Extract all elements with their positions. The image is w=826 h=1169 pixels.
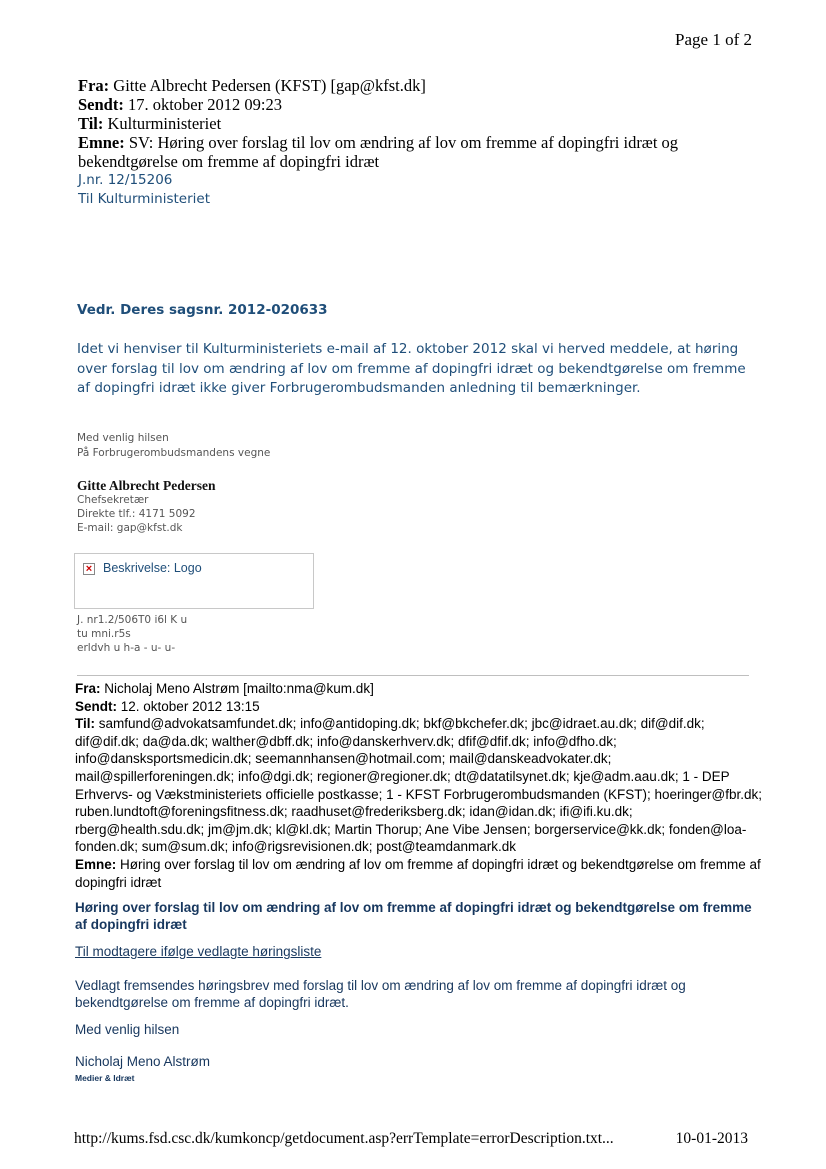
sent-label: Sendt: (75, 698, 117, 714)
original-body: Vedlagt fremsendes høringsbrev med forslag til lov om ændring af lov om fremme af dopingfri idræt og bekendtgørelse om fremme af dopingfri idræt. (75, 978, 686, 1010)
sent-line (75, 698, 765, 716)
email-header-reply (78, 76, 778, 209)
to-line (75, 715, 765, 856)
divider (77, 675, 749, 676)
to-value: Kulturministeriet (107, 114, 222, 133)
page-number: Page 1 of 2 (675, 30, 752, 49)
logo-placeholder (74, 553, 314, 609)
closing-on-behalf: På Forbrugerombudsmandens vegne (77, 447, 271, 459)
subject-line (78, 133, 778, 171)
original-subject-heading: Høring over forslag til lov om ændring af lov om fremme af dopingfri idræt og bekendtgørelse om fremme af dopingfri idræt (75, 900, 752, 932)
footer-url: http://kums.fsd.csc.dk/kumkoncp/getdocument.asp?errTemplate=errorDescription.txt... (74, 1130, 614, 1147)
from-line (78, 76, 778, 95)
from-value: Nicholaj Meno Alstrøm [mailto:nma@kum.dk] (104, 681, 374, 696)
signature-title: Chefsekretær (77, 494, 149, 506)
reply-closing (77, 431, 270, 461)
sent-value: 17. oktober 2012 09:23 (127, 95, 282, 114)
to-label: Til: (78, 114, 104, 133)
to-value: samfund@advokatsamfundet.dk; info@antidoping.dk; bkf@bkchefer.dk; jbc@idraet.au.dk; dif@dif.dk; dif@dif.dk; da@da.dk; walther@dbff.dk; info@danskerhverv.dk; dfif@dfif.dk; info@dfho.dk; info@dansksportsmedicin.dk; seemannhansen@hotmail.com; mail@danskeadvokater.dk; mail@spillerforeningen.dk; info@dgi.dk; regioner@regioner.dk; dt@datatilsynet.dk; kje@adm.aau.dk; 1 - DEP Erhvervs- og Vækstministeriets officielle postkasse; 1 - KFST Forbrugerombudsmanden (KFST); hoeringer@fbr.dk; ruben.lundtoft@foreningsfitness.dk; raadhuset@frederiksberg.dk; idan@idan.dk; ifi@ifi.ku.dk; rberg@health.sdu.dk; jm@jm.dk; kl@kl.dk; Martin Thorup; Ane Vibe Jensen; borgerservice@kk.dk; fonden@loa-fonden.dk; sum@sum.dk; info@rigsrevisionen.dk; post@teamdanmark.dk (75, 716, 762, 855)
subject-label: Emne: (75, 856, 117, 872)
original-signature-dept: Medier & Idræt (75, 1073, 135, 1083)
footer-date: 10-01-2013 (675, 1130, 748, 1147)
from-value: Gitte Albrecht Pedersen (KFST) [gap@kfst.dk] (113, 76, 426, 95)
to-line (78, 114, 778, 133)
scan-line: erldvh u h-a - u- u- (77, 642, 176, 654)
from-label: Fra: (75, 681, 101, 696)
email-header-original (75, 680, 765, 891)
original-closing: Med venlig hilsen (75, 1022, 180, 1037)
subject-value: SV: Høring over forslag til lov om ændring af lov om fremme af dopingfri idræt og bekendtgørelse om fremme af dopingfri idræt (78, 133, 679, 171)
signature-email: E-mail: gap@kfst.dk (77, 522, 183, 534)
case-reference: Vedr. Deres sagsnr. 2012-020633 (77, 302, 328, 318)
scan-artifact-text (77, 613, 187, 655)
subject-value: Høring over forslag til lov om ændring af lov om fremme af dopingfri idræt og bekendtgørelse om fremme af dopingfri idræt (75, 856, 761, 890)
recipients-link[interactable]: Til modtagere ifølge vedlagte høringsliste (75, 944, 322, 959)
to-label: Til: (75, 716, 95, 732)
signature-name: Gitte Albrecht Pedersen (77, 478, 216, 493)
sent-label: Sendt: (78, 95, 124, 114)
sent-value: 12. oktober 2012 13:15 (120, 698, 260, 714)
recipient-line: Til Kulturministeriet (78, 191, 211, 207)
from-line (75, 680, 765, 698)
subject-label: Emne: (78, 133, 125, 152)
sent-line (78, 95, 778, 114)
original-signature-name: Nicholaj Meno Alstrøm (75, 1054, 211, 1069)
scan-line: J. nr1.2/506T0 i6l K u (77, 614, 188, 626)
broken-image-icon: × (83, 563, 95, 575)
signature-details (77, 493, 196, 535)
from-label: Fra: (78, 76, 110, 95)
subject-line (75, 856, 765, 891)
signature-phone: Direkte tlf.: 4171 5092 (77, 508, 196, 520)
journal-number: J.nr. 12/15206 (78, 172, 173, 188)
scan-line: tu mni.r5s (77, 628, 131, 640)
reply-body: Idet vi henviser til Kulturministeriets e-mail af 12. oktober 2012 skal vi herved meddele, at høring over forslag til lov om ændring af lov om fremme af dopingfri idræt og bekendtgørelse om fremme af dopingfri idræt ikke giver Forbrugerombudsmanden anledning til bemærkninger. (77, 341, 746, 396)
logo-alt-text: Beskrivelse: Logo (103, 561, 202, 575)
closing-greeting: Med venlig hilsen (77, 432, 169, 444)
